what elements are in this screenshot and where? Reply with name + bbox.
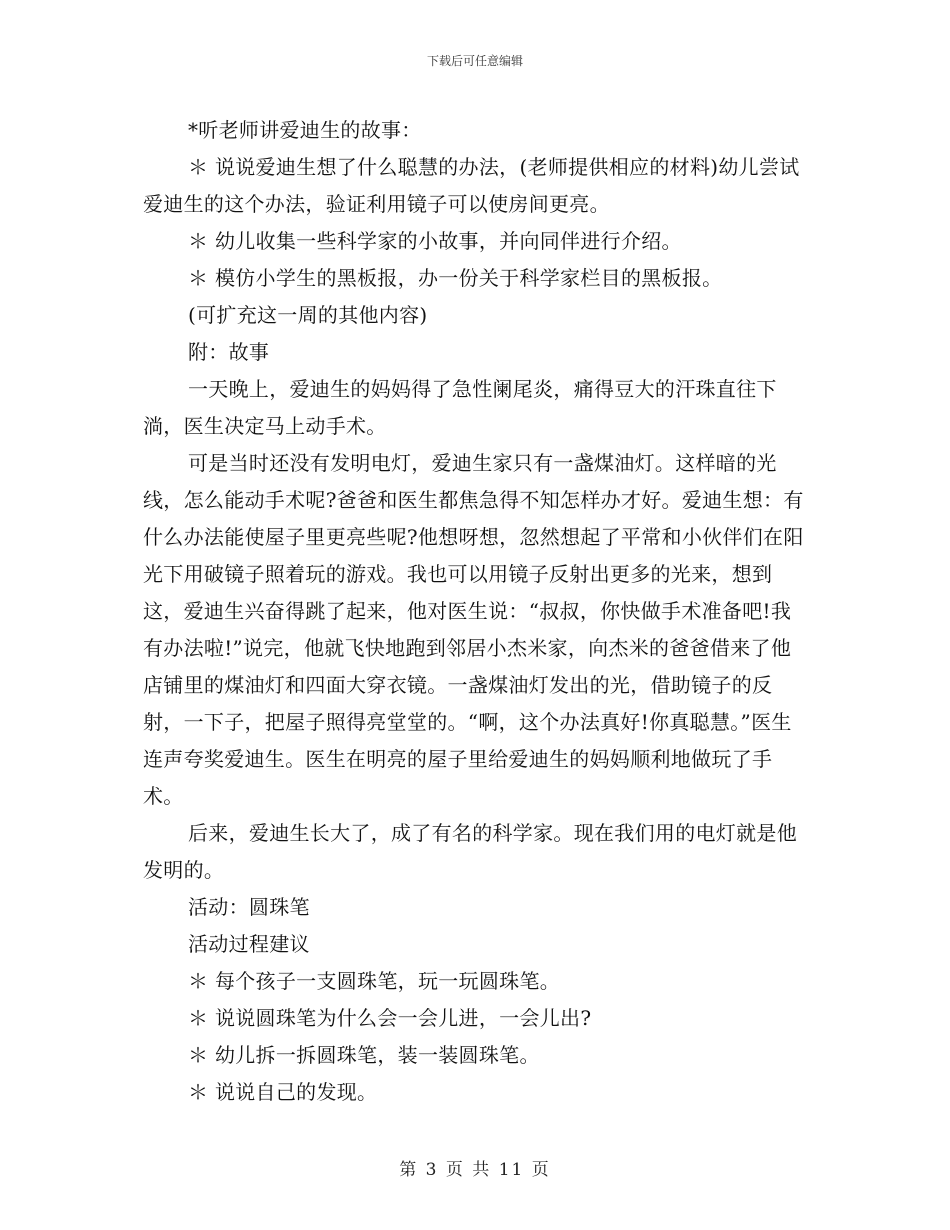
paragraph: *听老师讲爱迪生的故事： bbox=[188, 118, 422, 142]
paragraph: 可是当时还没有发明电灯，爱迪生家只有一盏煤油灯。这样暗的光线，怎么能动手术呢?爸爸和医生都焦急得不知怎样办才好。爱迪生想：有什么办法能使屋子里更亮些呢?他想呀想，忽然想起了平常和小伙伴们在阳光下用破镜子照着玩的游戏。我也可以用镜子反射出更多的光来，想到这，爱迪生兴奋得跳了起来，他对医生说：“叔叔，你快做手术准备吧!我有办法啦!”说完，他就飞快地跑到邻居小杰米家，向杰米的爸爸借来了他店铺里的煤油灯和四面大穿衣镜。一盏煤油灯发出的光，借助镜子的反射，一下子，把屋子照得亮堂堂的。“啊，这个办法真好!你真聪慧。”医生连声夸奖爱迪生。医生在明亮的屋子里给爱迪生的妈妈顺利地做玩了手术。 bbox=[143, 451, 804, 808]
paragraph: ＊ 说说圆珠笔为什么会一会儿进，一会儿出? bbox=[188, 1006, 592, 1030]
paragraph: ＊ 说说爱迪生想了什么聪慧的办法，(老师提供相应的材料)幼儿尝试爱迪生的这个办法，验证利用镜子可以使房间更亮。 bbox=[143, 155, 800, 216]
paragraph: ＊ 说说自己的发现。 bbox=[188, 1080, 378, 1104]
paragraph: ＊ 幼儿拆一拆圆珠笔，装一装圆珠笔。 bbox=[188, 1043, 540, 1067]
paragraph: (可扩充这一周的其他内容) bbox=[188, 303, 428, 327]
paragraph: ＊ 模仿小学生的黑板报，办一份关于科学家栏目的黑板报。 bbox=[188, 266, 723, 290]
paragraph: 活动：圆珠笔 bbox=[188, 895, 310, 919]
paragraph: ＊ 每个孩子一支圆珠笔，玩一玩圆珠笔。 bbox=[188, 969, 561, 993]
paragraph: 后来，爱迪生长大了，成了有名的科学家。现在我们用的电灯就是他发明的。 bbox=[143, 821, 797, 882]
paragraph: 一天晚上，爱迪生的妈妈得了急性阑尾炎，痛得豆大的汗珠直往下淌，医生决定马上动手术。 bbox=[143, 377, 777, 438]
paragraph: 活动过程建议 bbox=[188, 932, 310, 956]
page-number: 第 3 页 共 11 页 bbox=[399, 1160, 551, 1180]
paragraph: 附：故事 bbox=[188, 340, 270, 364]
paragraph: ＊ 幼儿收集一些科学家的小故事，并向同伴进行介绍。 bbox=[188, 229, 682, 253]
page-header: 下载后可任意编辑 bbox=[426, 54, 523, 68]
document-body bbox=[143, 112, 811, 1111]
